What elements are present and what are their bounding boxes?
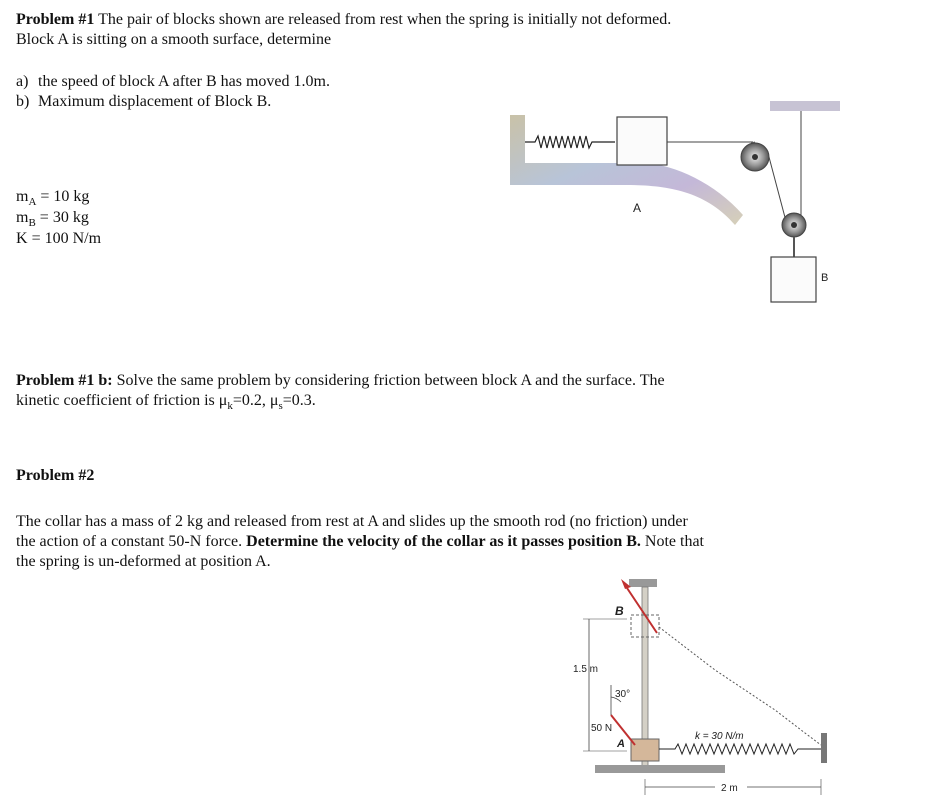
- problem-1-part-a: a) the speed of block A after B has moved 1.0m.: [16, 73, 330, 90]
- given-k: K = 100 N/m: [16, 230, 102, 247]
- label-spring-k: k = 30 N/m: [695, 731, 744, 742]
- label-height: 1.5 m: [573, 664, 599, 675]
- problem-1-given: [16, 186, 101, 249]
- label-a: A: [633, 201, 642, 215]
- problem-2-line-1: The collar has a mass of 2 kg and released from rest at A and slides up the smooth rod (no friction) under: [16, 513, 688, 530]
- problem-1b-line-2: kinetic coefficient of friction is $\mu_k=0.2$, $\mu_s=0.3$.: [16, 392, 316, 413]
- block-b: [771, 257, 816, 302]
- given-mb: $m_B = 30$ kg: [16, 209, 89, 230]
- problem-2-text: [16, 512, 704, 572]
- spring-diagonal: [659, 627, 821, 745]
- problem-1-line-2: Block A is sitting on a smooth surface, determine: [16, 31, 332, 48]
- problem-1-title: Problem #1: [16, 11, 95, 28]
- rope-left-down: [769, 157, 787, 225]
- problem-2-heading-block: [16, 466, 94, 486]
- label-b-pos: B: [615, 604, 624, 618]
- spring-a: [525, 136, 615, 148]
- problem-2-line-2: the action of a constant 50-N force. Determine the velocity of the collar as it passes position B. Note that: [16, 533, 704, 550]
- problem-2-title: Problem #2: [16, 467, 95, 484]
- right-wall: [821, 733, 827, 763]
- problem-2-figure: [565, 575, 835, 809]
- label-distance: 2 m: [721, 783, 738, 794]
- label-force: 50 N: [591, 723, 613, 734]
- ground: [595, 765, 725, 773]
- problem-1-part-b: b) Maximum displacement of Block B.: [16, 93, 272, 110]
- spring-horizontal: [659, 744, 821, 754]
- problem-1b-title: Problem #1 b:: [16, 372, 113, 389]
- given-ma: $m_A = 10$ kg: [16, 188, 90, 209]
- label-angle: 30°: [615, 689, 631, 700]
- problem-1-figure: [505, 95, 845, 310]
- collar-a: [631, 739, 659, 761]
- problem-2-line-3: the spring is un-deformed at position A.: [16, 553, 271, 570]
- top-support: [629, 579, 657, 587]
- label-b: B: [821, 272, 829, 284]
- force-arrow-b: [625, 585, 657, 633]
- problem-1b-text: Problem #1 b: Solve the same problem by considering friction between block A and the surface. The kinetic coefficient of friction is $\mu_k=0.2$, $\mu_s=0.3$.: [16, 372, 665, 413]
- problem-1-line-1: Problem #1 The pair of blocks shown are released from rest when the spring is initially not deformed.: [16, 11, 672, 28]
- ceiling: [770, 101, 840, 111]
- block-a: [617, 117, 667, 165]
- label-a-pos: A: [617, 738, 625, 750]
